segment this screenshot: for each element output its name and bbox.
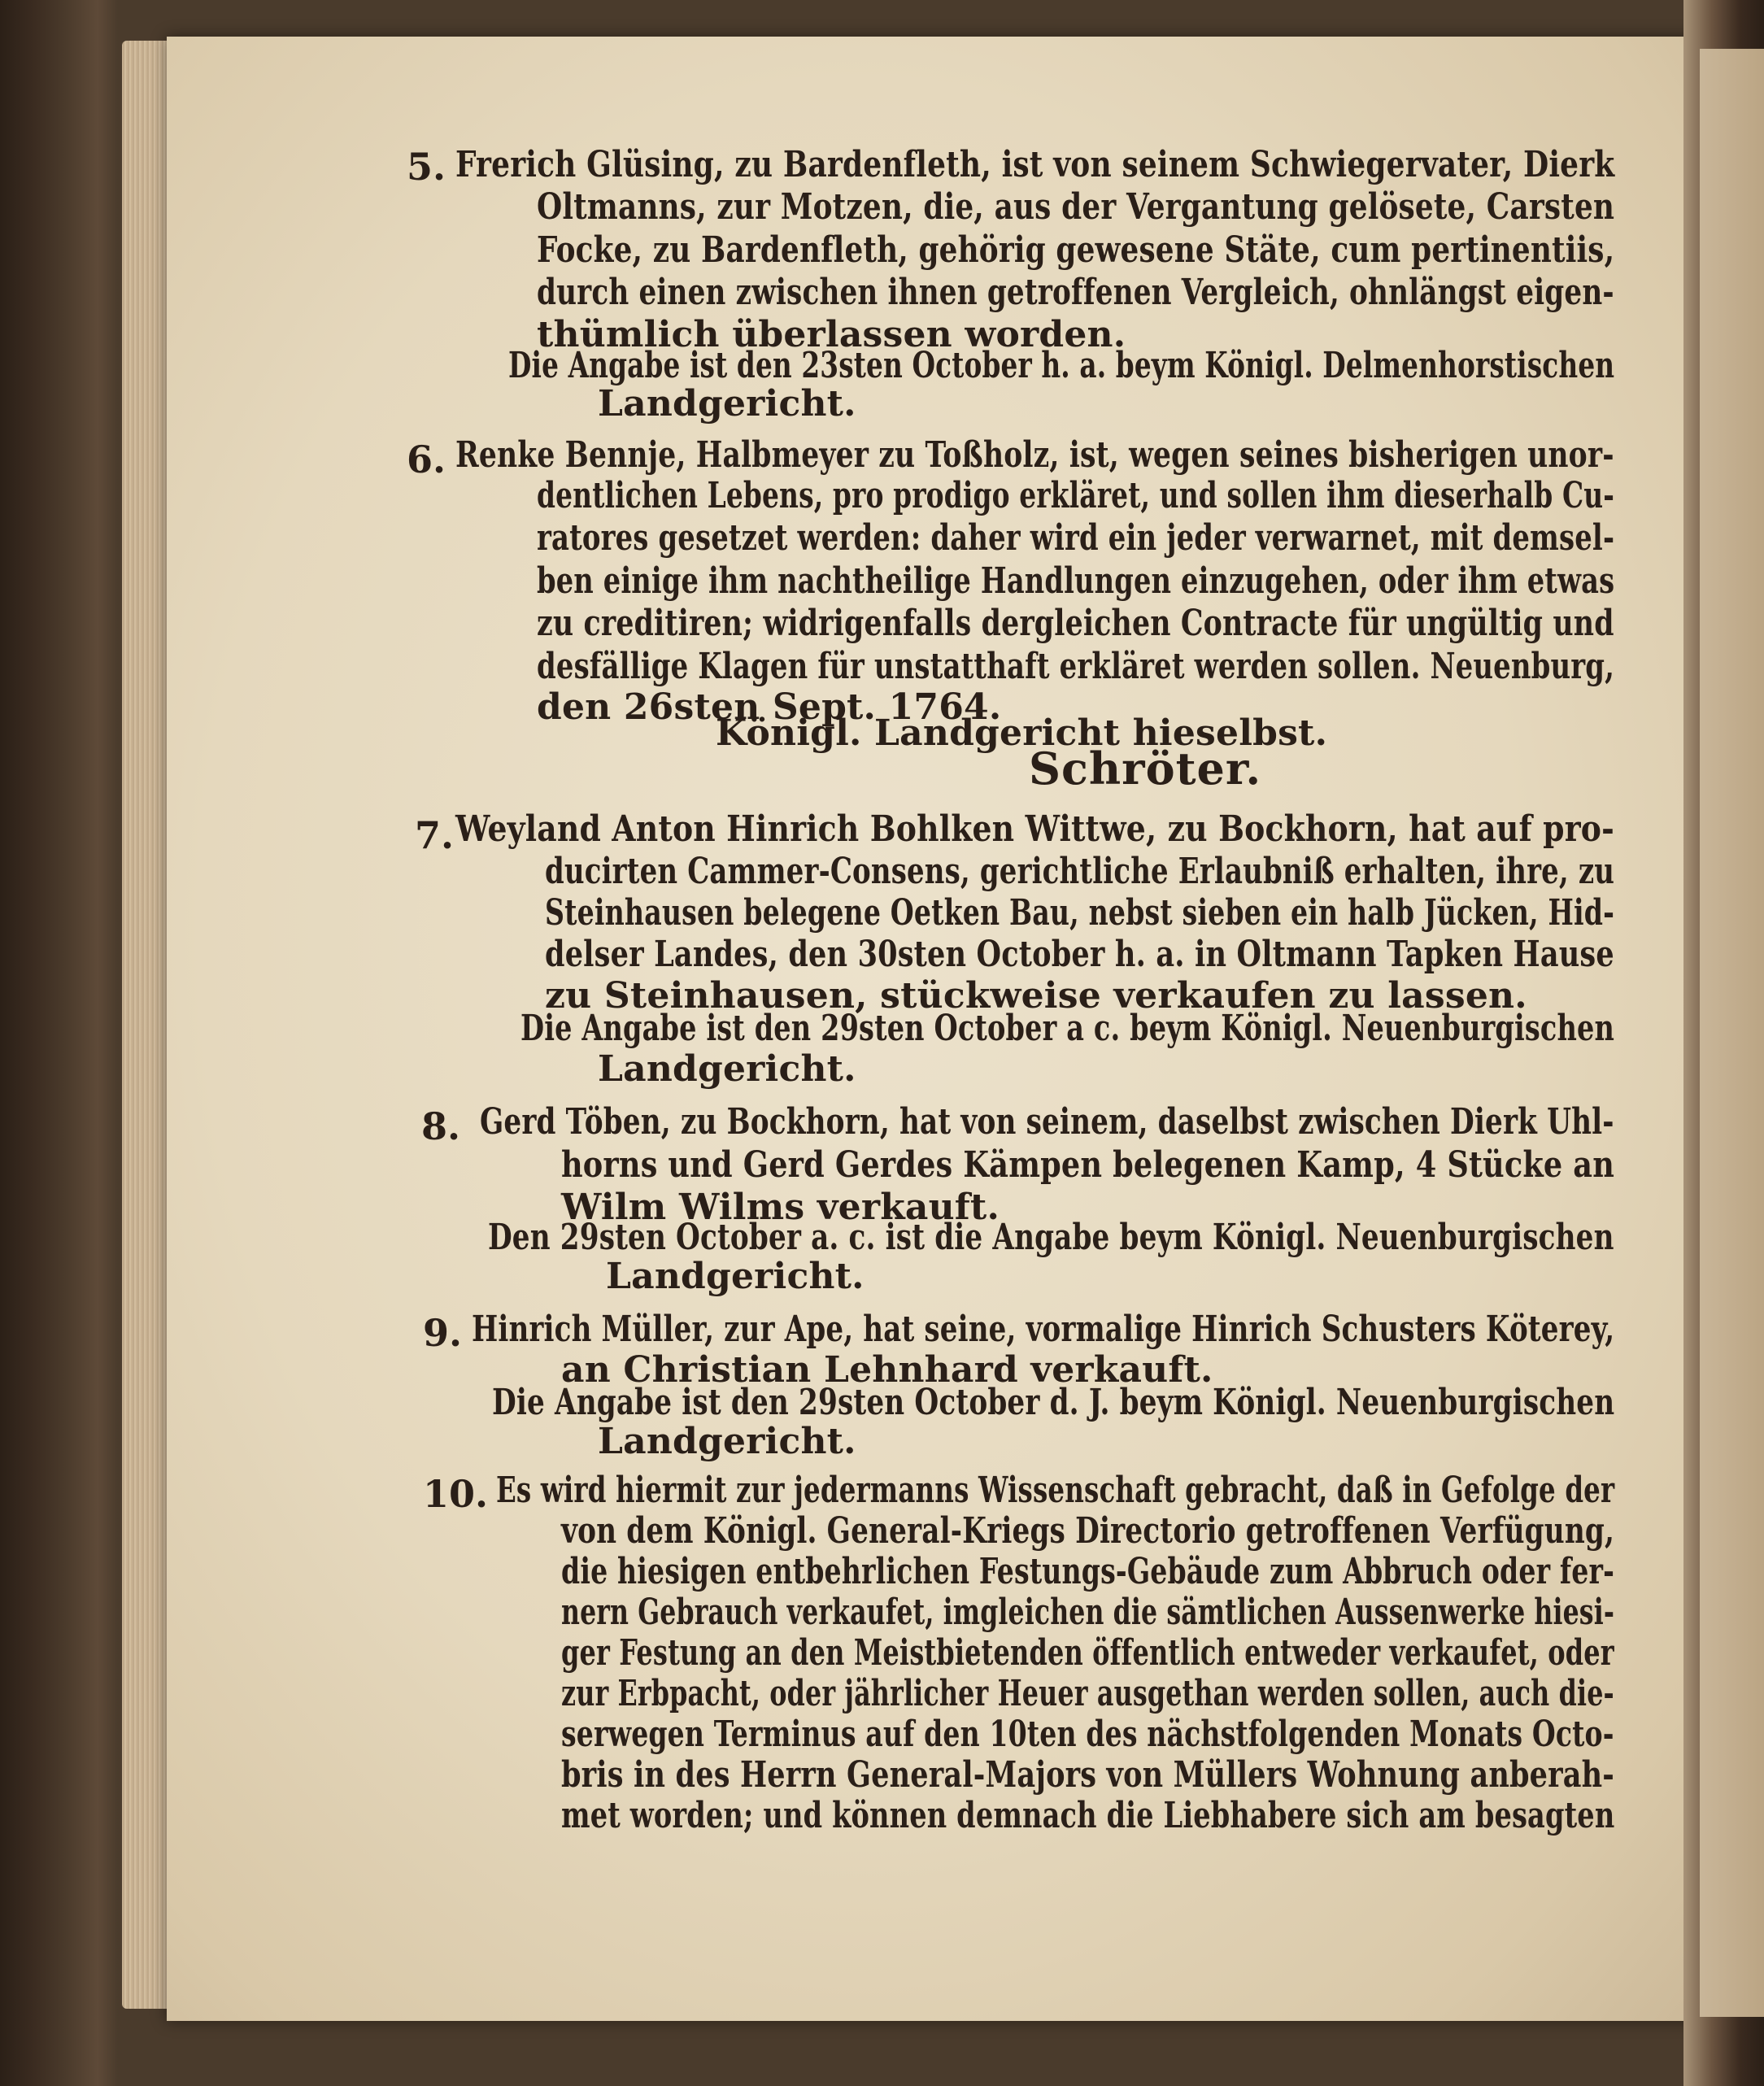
entry-number: 9. (423, 1311, 463, 1355)
note-line: Die Angabe ist den 29sten October d. J. beym Königl. Neuenburgischen (492, 1382, 1615, 1423)
signature-name: Schröter. (1029, 743, 1262, 795)
next-page-edge (1700, 49, 1764, 2017)
text-line: Hinrich Müller, zur Ape, hat seine, vormalige Hinrich Schusters Köterey, (472, 1309, 1615, 1350)
text-line: Frerich Glüsing, zu Bardenfleth, ist von seinem Schwiegervater, Dierk (455, 144, 1615, 185)
text-line: durch einen zwischen ihnen getroffenen Vergleich, ohnlängst eigen- (537, 272, 1614, 313)
note-line: Den 29sten October a. c. ist die Angabe beym Königl. Neuenburgischen (488, 1217, 1614, 1258)
text-line: thümlich überlassen worden. (537, 314, 1126, 355)
text-line: von dem Königl. General-Kriegs Directorio getroffenen Verfügung, (561, 1510, 1615, 1552)
text-line: ben einige ihm nachtheilige Handlungen einzugehen, oder ihm etwas (537, 560, 1615, 602)
text-line: Gerd Töben, zu Bockhorn, hat von seinem, daselbst zwischen Dierk Uhl- (480, 1101, 1614, 1143)
note-line: Landgericht. (606, 1256, 865, 1297)
text-line: Weyland Anton Hinrich Bohlken Wittwe, zu Bockhorn, hat auf pro- (455, 808, 1614, 850)
entry-number: 6. (407, 438, 446, 481)
text-line: bris in des Herrn General-Majors von Müllers Wohnung anberah- (561, 1754, 1615, 1796)
text-line: met worden; und können demnach die Liebhabere sich am besagten (561, 1795, 1615, 1836)
text-line: ger Festung an den Meistbietenden öffentlich entweder verkaufet, oder (561, 1632, 1614, 1674)
note-line: Die Angabe ist den 23sten October h. a. beym Königl. Delmenhorstischen (508, 345, 1615, 386)
text-line: die hiesigen entbehrlichen Festungs-Gebäude zum Abbruch oder fer- (561, 1551, 1615, 1592)
entry-number: 10. (423, 1472, 489, 1516)
signature-line: Königl. Landgericht hieselbst. (716, 712, 1328, 754)
text-line: nern Gebrauch verkaufet, imgleichen die sämtlichen Aussenwerke hiesi- (561, 1592, 1615, 1633)
note-line: Landgericht. (598, 383, 856, 425)
entry-number: 8. (421, 1104, 461, 1148)
entry-number: 5. (407, 145, 446, 189)
text-line: desfällige Klagen für unstatthaft erkläret werden sollen. Neuenburg, (537, 646, 1615, 687)
text-line: Es wird hiermit zur jedermanns Wissenschaft gebracht, daß in Gefolge der (496, 1470, 1615, 1511)
text-line: dentlichen Lebens, pro prodigo erkläret, und sollen ihm dieserhalb Cu- (537, 475, 1615, 516)
note-line: Landgericht. (598, 1048, 856, 1090)
text-line: horns und Gerd Gerdes Kämpen belegenen Kamp, 4 Stücke an (561, 1144, 1615, 1186)
text-line: Focke, zu Bardenfleth, gehörig gewesene Stäte, cum pertinentiis, (537, 229, 1615, 271)
text-line: Oltmanns, zur Motzen, die, aus der Vergantung gelösete, Carsten (537, 186, 1615, 228)
text-line: serwegen Terminus auf den 10ten des nächstfolgenden Monats Octo- (561, 1714, 1614, 1755)
note-line: Die Angabe ist den 29sten October a c. beym Königl. Neuenburgischen (520, 1008, 1614, 1049)
text-line: ratores gesetzet werden: daher wird ein jeder verwarnet, mit demsel- (537, 517, 1615, 559)
text-line: Steinhausen belegene Oetken Bau, nebst sieben ein halb Jücken, Hid- (545, 892, 1615, 934)
text-line: ducirten Cammer-Consens, gerichtliche Erlaubniß erhalten, ihre, zu (545, 851, 1615, 892)
text-line: zur Erbpacht, oder jährlicher Heuer ausgethan werden sollen, auch die- (561, 1673, 1614, 1714)
text-line: zu creditiren; widrigenfalls dergleichen Contracte für ungültig und (537, 603, 1614, 644)
text-line: Renke Bennje, Halbmeyer zu Toßholz, ist, wegen seines bisherigen unor- (455, 434, 1614, 476)
text-line: an Christian Lehnhard verkauft. (561, 1349, 1213, 1391)
entry-number: 7. (415, 813, 455, 857)
text-line: den 26sten Sept. 1764. (537, 686, 1002, 728)
text-line: zu Steinhausen, stückweise verkaufen zu lassen. (545, 975, 1527, 1017)
note-line: Landgericht. (598, 1421, 856, 1462)
text-line: Wilm Wilms verkauft. (561, 1187, 1000, 1228)
text-line: delser Landes, den 30sten October h. a. in Oltmann Tapken Hause (545, 934, 1614, 975)
